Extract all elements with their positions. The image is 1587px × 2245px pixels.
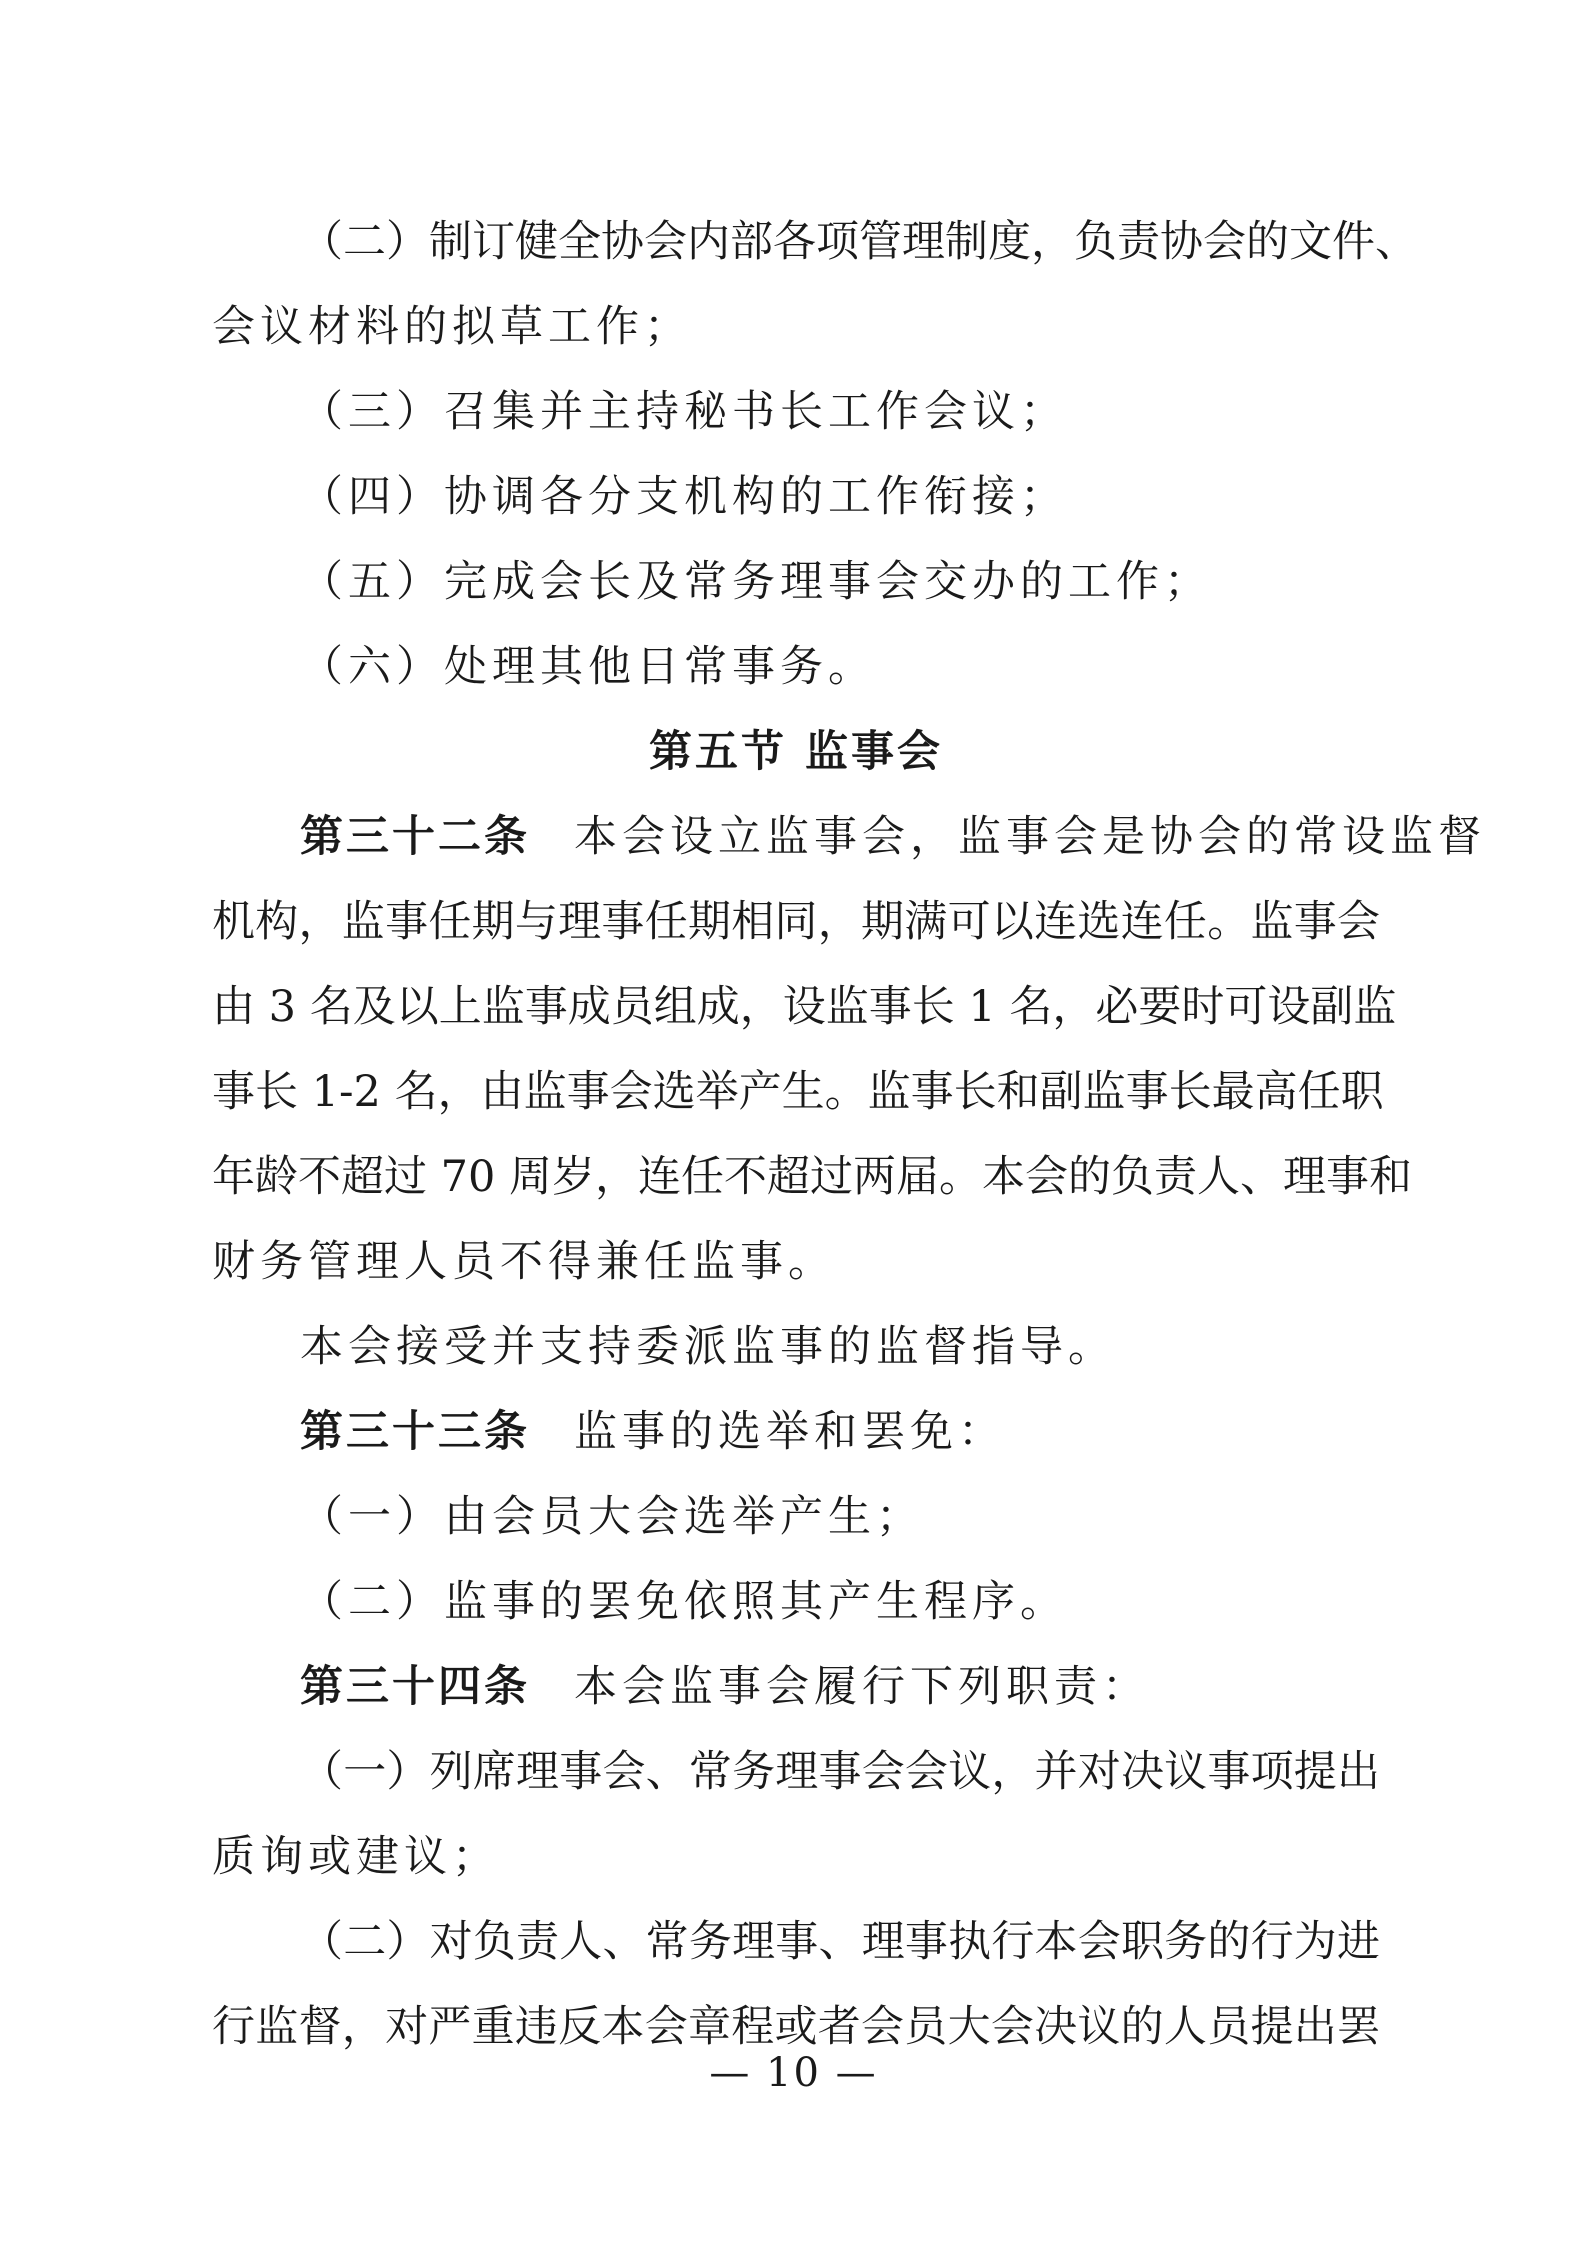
article-32-text: 本会设立监事会，监事会是协会的常设监督 xyxy=(574,812,1486,862)
paragraph-line: 会议材料的拟草工作； xyxy=(212,302,692,352)
paragraph-line: （二）监事的罢免依照其产生程序。 xyxy=(300,1577,1068,1627)
paragraph-line: （一）列席理事会、常务理事会会议，并对决议事项提出 xyxy=(300,1747,1380,1797)
paragraph-line: （二）对负责人、常务理事、理事执行本会职务的行为进 xyxy=(300,1917,1380,1967)
paragraph-line: （三）召集并主持秘书长工作会议； xyxy=(300,387,1068,437)
paragraph-line: 年龄不超过 70 周岁，连任不超过两届。本会的负责人、理事和 xyxy=(212,1152,1413,1202)
article-32-label: 第三十二条 xyxy=(300,812,530,862)
paragraph-line: 质询或建议； xyxy=(212,1832,500,1882)
paragraph-line: （四）协调各分支机构的工作衔接； xyxy=(300,472,1068,522)
article-33-line xyxy=(212,1390,1380,1475)
paragraph-line: （二）制订健全协会内部各项管理制度，负责协会的文件、 xyxy=(300,217,1418,267)
article-34-text: 本会监事会履行下列职责： xyxy=(574,1662,1150,1712)
paragraph-line: 本会接受并支持委派监事的监督指导。 xyxy=(300,1322,1116,1372)
paragraph-line: 财务管理人员不得兼任监事。 xyxy=(212,1237,836,1287)
article-34-label: 第三十四条 xyxy=(300,1662,530,1712)
document-body xyxy=(212,200,1486,2070)
paragraph-line: 由 3 名及以上监事成员组成，设监事长 1 名，必要时可设副监 xyxy=(212,982,1397,1032)
paragraph-line: 机构，监事任期与理事任期相同，期满可以连选连任。监事会 xyxy=(212,897,1380,947)
article-32-first-line xyxy=(212,795,1486,880)
section-heading: 第五节 监事会 xyxy=(649,727,943,777)
paragraph-line: 行监督，对严重违反本会章程或者会员大会决议的人员提出罢 xyxy=(212,2002,1380,2052)
article-33-label: 第三十三条 xyxy=(300,1407,530,1457)
page-number: — 10 — xyxy=(709,2050,878,2096)
article-33-text: 监事的选举和罢免： xyxy=(574,1407,1006,1457)
paragraph-line: （五）完成会长及常务理事会交办的工作； xyxy=(300,557,1212,607)
paragraph-line: 事长 1-2 名，由监事会选举产生。监事长和副监事长最高任职 xyxy=(212,1067,1384,1117)
article-34-line xyxy=(212,1645,1380,1730)
paragraph-line: （一）由会员大会选举产生； xyxy=(300,1492,924,1542)
paragraph-line: （六）处理其他日常事务。 xyxy=(300,642,876,692)
